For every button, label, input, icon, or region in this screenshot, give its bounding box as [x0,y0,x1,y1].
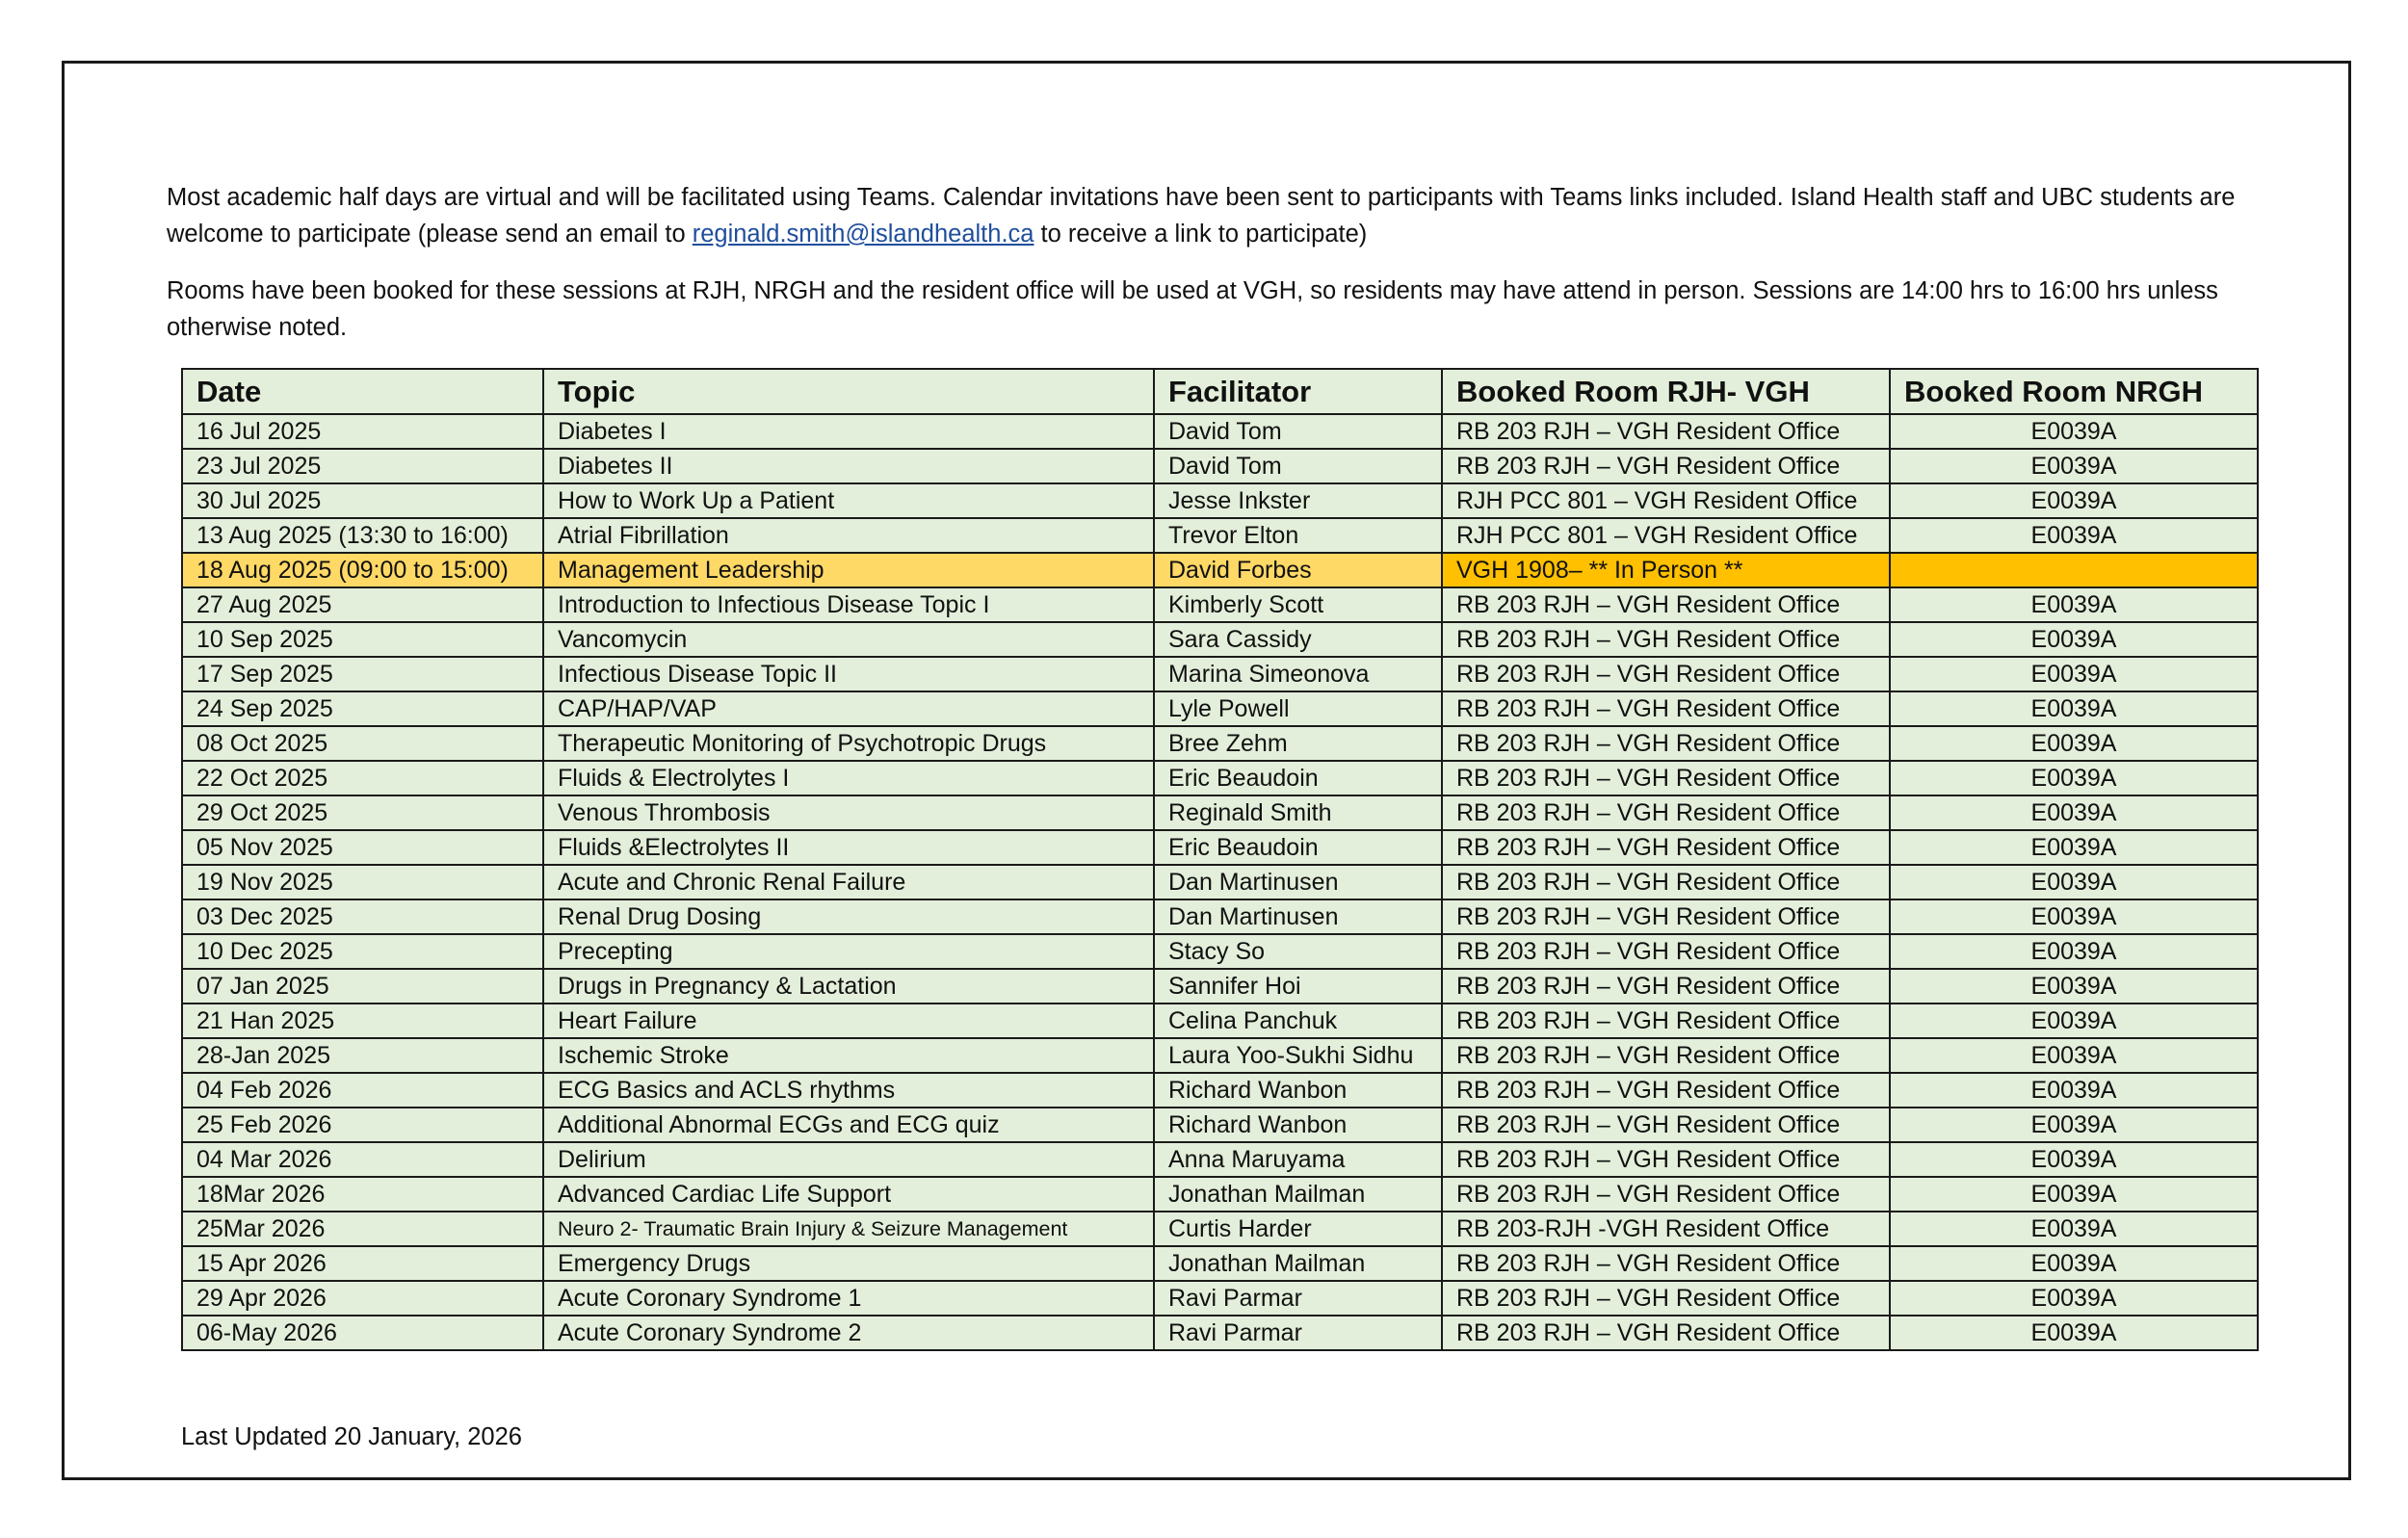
table-row [182,934,2258,969]
row-date: 08 Oct 2025 [182,726,543,761]
row-topic: How to Work Up a Patient [543,483,1154,518]
row-booked-room-nrgh: E0039A [1890,657,2258,691]
row-booked-room-nrgh: E0039A [1890,518,2258,553]
table-row [182,414,2258,449]
row-booked-room-rjh-vgh: RB 203 RJH – VGH Resident Office [1442,691,1890,726]
header-date: Date [182,369,543,414]
row-booked-room-rjh-vgh: RB 203 RJH – VGH Resident Office [1442,1281,1890,1316]
row-facilitator: Dan Martinusen [1154,899,1442,934]
table-row [182,1073,2258,1108]
row-booked-room-nrgh: E0039A [1890,1212,2258,1246]
table-row [182,483,2258,518]
row-booked-room-rjh-vgh: RB 203 RJH – VGH Resident Office [1442,1038,1890,1073]
row-date: 17 Sep 2025 [182,657,543,691]
row-booked-room-rjh-vgh: RB 203 RJH – VGH Resident Office [1442,795,1890,830]
row-booked-room-rjh-vgh: RB 203 RJH – VGH Resident Office [1442,1142,1890,1177]
row-date: 30 Jul 2025 [182,483,543,518]
header-facilitator: Facilitator [1154,369,1442,414]
schedule-table [181,368,2259,1351]
row-facilitator: Eric Beaudoin [1154,830,1442,865]
row-date: 19 Nov 2025 [182,865,543,899]
table-row [182,1316,2258,1350]
row-booked-room-rjh-vgh: RB 203 RJH – VGH Resident Office [1442,622,1890,657]
row-date: 10 Dec 2025 [182,934,543,969]
schedule-body [182,414,2258,1350]
row-booked-room-rjh-vgh: RB 203 RJH – VGH Resident Office [1442,587,1890,622]
row-facilitator: Jonathan Mailman [1154,1246,1442,1281]
row-topic: ECG Basics and ACLS rhythms [543,1073,1154,1108]
row-booked-room-rjh-vgh: RB 203 RJH – VGH Resident Office [1442,414,1890,449]
row-topic: Acute and Chronic Renal Failure [543,865,1154,899]
row-facilitator: Dan Martinusen [1154,865,1442,899]
row-booked-room-nrgh: E0039A [1890,969,2258,1004]
row-date: 22 Oct 2025 [182,761,543,795]
row-booked-room-nrgh: E0039A [1890,691,2258,726]
row-topic: Delirium [543,1142,1154,1177]
row-booked-room-rjh-vgh: RB 203 RJH – VGH Resident Office [1442,1108,1890,1142]
row-facilitator: Sannifer Hoi [1154,969,1442,1004]
row-date: 04 Feb 2026 [182,1073,543,1108]
table-row [182,553,2258,587]
row-facilitator: Richard Wanbon [1154,1073,1442,1108]
table-row [182,1038,2258,1073]
row-facilitator: Bree Zehm [1154,726,1442,761]
row-topic: Neuro 2- Traumatic Brain Injury & Seizure Management [543,1212,1154,1246]
table-row [182,691,2258,726]
table-row [182,726,2258,761]
row-topic: Infectious Disease Topic II [543,657,1154,691]
row-booked-room-rjh-vgh: RB 203 RJH – VGH Resident Office [1442,865,1890,899]
table-row [182,449,2258,483]
row-booked-room-nrgh: E0039A [1890,587,2258,622]
row-date: 03 Dec 2025 [182,899,543,934]
row-booked-room-nrgh: E0039A [1890,899,2258,934]
row-facilitator: Ravi Parmar [1154,1316,1442,1350]
table-row [182,969,2258,1004]
row-booked-room-rjh-vgh: RB 203 RJH – VGH Resident Office [1442,830,1890,865]
row-booked-room-rjh-vgh: RB 203 RJH – VGH Resident Office [1442,657,1890,691]
row-date: 27 Aug 2025 [182,587,543,622]
row-booked-room-rjh-vgh: RB 203 RJH – VGH Resident Office [1442,726,1890,761]
row-date: 04 Mar 2026 [182,1142,543,1177]
row-topic: Diabetes II [543,449,1154,483]
row-booked-room-nrgh: E0039A [1890,1281,2258,1316]
row-facilitator: Curtis Harder [1154,1212,1442,1246]
row-facilitator: Stacy So [1154,934,1442,969]
row-topic: Acute Coronary Syndrome 1 [543,1281,1154,1316]
row-topic: Precepting [543,934,1154,969]
table-row [182,1281,2258,1316]
row-booked-room-nrgh: E0039A [1890,483,2258,518]
row-date: 07 Jan 2025 [182,969,543,1004]
row-facilitator: Laura Yoo-Sukhi Sidhu [1154,1038,1442,1073]
last-updated: Last Updated 20 January, 2026 [181,1423,522,1450]
row-booked-room-rjh-vgh: RB 203 RJH – VGH Resident Office [1442,899,1890,934]
row-booked-room-rjh-vgh: RB 203 RJH – VGH Resident Office [1442,1177,1890,1212]
row-booked-room-rjh-vgh: RB 203 RJH – VGH Resident Office [1442,761,1890,795]
row-booked-room-rjh-vgh: RB 203 RJH – VGH Resident Office [1442,449,1890,483]
table-row [182,518,2258,553]
row-booked-room-nrgh: E0039A [1890,726,2258,761]
row-topic: Advanced Cardiac Life Support [543,1177,1154,1212]
row-facilitator: Marina Simeonova [1154,657,1442,691]
row-date: 06-May 2026 [182,1316,543,1350]
table-row [182,622,2258,657]
row-booked-room-nrgh: E0039A [1890,1073,2258,1108]
row-topic: Emergency Drugs [543,1246,1154,1281]
row-topic: Therapeutic Monitoring of Psychotropic Drugs [543,726,1154,761]
row-topic: Diabetes I [543,414,1154,449]
table-row [182,1004,2258,1038]
table-row [182,1246,2258,1281]
header-booked-room-rjh-vgh: Booked Room RJH- VGH [1442,369,1890,414]
header-booked-room-nrgh: Booked Room NRGH [1890,369,2258,414]
row-topic: Renal Drug Dosing [543,899,1154,934]
row-facilitator: Reginald Smith [1154,795,1442,830]
row-booked-room-nrgh: E0039A [1890,1142,2258,1177]
row-booked-room-nrgh: E0039A [1890,830,2258,865]
row-date: 29 Apr 2026 [182,1281,543,1316]
row-date: 15 Apr 2026 [182,1246,543,1281]
table-row [182,1212,2258,1246]
row-booked-room-rjh-vgh: RB 203 RJH – VGH Resident Office [1442,934,1890,969]
row-booked-room-nrgh: E0039A [1890,449,2258,483]
row-facilitator: David Forbes [1154,553,1442,587]
row-date: 28-Jan 2025 [182,1038,543,1073]
row-topic: CAP/HAP/VAP [543,691,1154,726]
row-facilitator: Kimberly Scott [1154,587,1442,622]
table-row [182,865,2258,899]
table-row [182,830,2258,865]
row-date: 24 Sep 2025 [182,691,543,726]
row-date: 25 Feb 2026 [182,1108,543,1142]
row-booked-room-nrgh [1890,553,2258,587]
table-row [182,795,2258,830]
row-facilitator: Sara Cassidy [1154,622,1442,657]
row-topic: Vancomycin [543,622,1154,657]
row-facilitator: David Tom [1154,414,1442,449]
row-date: 29 Oct 2025 [182,795,543,830]
row-booked-room-nrgh: E0039A [1890,414,2258,449]
row-topic: Introduction to Infectious Disease Topic I [543,587,1154,622]
row-date: 16 Jul 2025 [182,414,543,449]
header-topic: Topic [543,369,1154,414]
row-booked-room-nrgh: E0039A [1890,761,2258,795]
table-row [182,1142,2258,1177]
row-topic: Ischemic Stroke [543,1038,1154,1073]
row-booked-room-rjh-vgh: RB 203 RJH – VGH Resident Office [1442,1246,1890,1281]
row-date: 18Mar 2026 [182,1177,543,1212]
row-booked-room-nrgh: E0039A [1890,1316,2258,1350]
table-row [182,587,2258,622]
intro-text-before-email: Most academic half days are virtual and will be facilitated using Teams. Calendar invitations have been sent to participants with Teams links included. Island Health staff and UBC students are welcome to participate (please send an email to [167,184,2236,248]
intro-rooms-text: Rooms have been booked for these sessions at RJH, NRGH and the resident office will be used at VGH, so residents may have attend in person. Sessions are 14:00 hrs to 16:00 hrs unless otherwise noted. [167,277,2218,341]
row-facilitator: Jesse Inkster [1154,483,1442,518]
row-booked-room-nrgh: E0039A [1890,1108,2258,1142]
row-facilitator: Jonathan Mailman [1154,1177,1442,1212]
row-facilitator: David Tom [1154,449,1442,483]
row-booked-room-nrgh: E0039A [1890,934,2258,969]
intro-paragraph-1 [167,179,2266,252]
row-facilitator: Richard Wanbon [1154,1108,1442,1142]
row-date: 21 Han 2025 [182,1004,543,1038]
row-booked-room-nrgh: E0039A [1890,1004,2258,1038]
row-facilitator: Eric Beaudoin [1154,761,1442,795]
row-topic: Heart Failure [543,1004,1154,1038]
row-booked-room-nrgh: E0039A [1890,795,2258,830]
row-booked-room-nrgh: E0039A [1890,622,2258,657]
row-topic: Venous Thrombosis [543,795,1154,830]
intro-paragraph-2 [167,273,2266,346]
row-booked-room-rjh-vgh: RB 203 RJH – VGH Resident Office [1442,969,1890,1004]
row-booked-room-nrgh: E0039A [1890,1177,2258,1212]
table-row [182,761,2258,795]
row-topic: Fluids & Electrolytes I [543,761,1154,795]
row-booked-room-rjh-vgh: RB 203-RJH -VGH Resident Office [1442,1212,1890,1246]
row-facilitator: Lyle Powell [1154,691,1442,726]
row-date: 13 Aug 2025 (13:30 to 16:00) [182,518,543,553]
row-booked-room-rjh-vgh: RB 203 RJH – VGH Resident Office [1442,1316,1890,1350]
row-date: 18 Aug 2025 (09:00 to 15:00) [182,553,543,587]
row-facilitator: Ravi Parmar [1154,1281,1442,1316]
row-booked-room-rjh-vgh: RB 203 RJH – VGH Resident Office [1442,1073,1890,1108]
table-header-row [182,369,2258,414]
row-topic: Additional Abnormal ECGs and ECG quiz [543,1108,1154,1142]
email-link[interactable]: reginald.smith@islandhealth.ca [692,221,1034,248]
row-booked-room-nrgh: E0039A [1890,865,2258,899]
row-facilitator: Celina Panchuk [1154,1004,1442,1038]
row-booked-room-rjh-vgh: VGH 1908– ** In Person ** [1442,553,1890,587]
row-facilitator: Trevor Elton [1154,518,1442,553]
row-topic: Management Leadership [543,553,1154,587]
row-date: 05 Nov 2025 [182,830,543,865]
row-topic: Drugs in Pregnancy & Lactation [543,969,1154,1004]
row-booked-room-rjh-vgh: RJH PCC 801 – VGH Resident Office [1442,518,1890,553]
row-topic: Acute Coronary Syndrome 2 [543,1316,1154,1350]
row-booked-room-rjh-vgh: RB 203 RJH – VGH Resident Office [1442,1004,1890,1038]
row-booked-room-nrgh: E0039A [1890,1038,2258,1073]
row-date: 25Mar 2026 [182,1212,543,1246]
row-booked-room-rjh-vgh: RJH PCC 801 – VGH Resident Office [1442,483,1890,518]
table-row [182,1108,2258,1142]
table-row [182,899,2258,934]
row-date: 10 Sep 2025 [182,622,543,657]
row-date: 23 Jul 2025 [182,449,543,483]
row-topic: Fluids &Electrolytes II [543,830,1154,865]
row-facilitator: Anna Maruyama [1154,1142,1442,1177]
row-topic: Atrial Fibrillation [543,518,1154,553]
table-row [182,1177,2258,1212]
table-row [182,657,2258,691]
intro-text-after-email: to receive a link to participate) [1034,221,1368,248]
row-booked-room-nrgh: E0039A [1890,1246,2258,1281]
